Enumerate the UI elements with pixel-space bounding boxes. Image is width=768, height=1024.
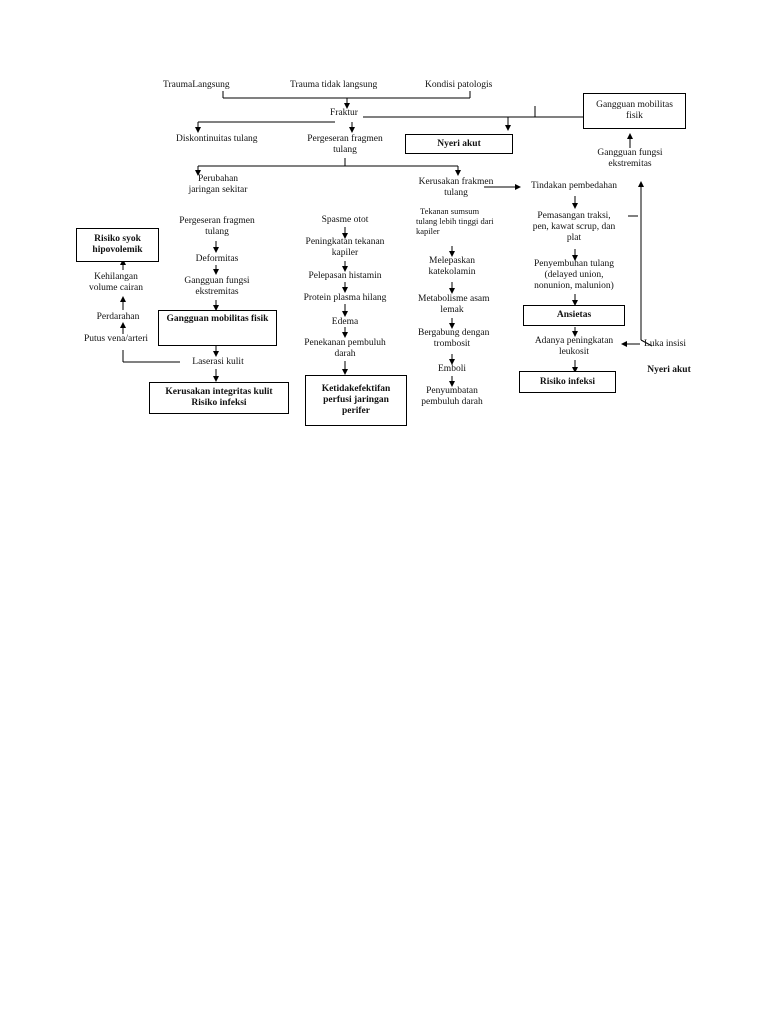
node-penekanan-pembuluh: Penekanan pembuluh darah [304,338,386,359]
node-protein-plasma: Protein plasma hilang [303,293,387,303]
box-ansietas: Ansietas [523,305,625,326]
node-kondisi-patologis: Kondisi patologis [425,80,493,90]
node-emboli: Emboli [438,364,466,374]
node-deformitas: Deformitas [195,254,239,264]
node-pergeseran-fragmen-left: Pergeseran fragmen tulang [179,216,255,237]
node-pemasangan-traksi: Pemasangan traksi, pen, kawat scrup, dan plat [532,211,616,243]
node-gangguan-fungsi-left: Gangguan fungsi ekstremitas [184,276,250,297]
node-perubahan-jaringan: Perubahan jaringan sekitar [188,174,248,195]
box-gangguan-mobilitas-fisik-top: Gangguan mobilitas fisik [583,93,686,129]
box-kerusakan-integritas-kulit: Kerusakan integritas kulit Risiko infeksi [149,382,289,414]
node-pelepasan-histamin: Pelepasan histamin [308,271,382,281]
node-trauma-langsung: TraumaLangsung [163,80,230,90]
box-risiko-infeksi-right: Risiko infeksi [519,371,616,393]
node-tekanan-sumsum: Tekanan sumsum tulang lebih tinggi dari kapiler [416,206,494,236]
box-risiko-syok-hipovolemik: Risiko syok hipovolemik [76,228,159,262]
node-diskontinuitas: Diskontinuitas tulang [176,134,258,144]
node-spasme-otot: Spasme otot [321,215,369,225]
box-nyeri-akut-top: Nyeri akut [405,134,513,154]
node-perdarahan: Perdarahan [96,312,140,322]
node-melepaskan-katekolamin: Melepaskan katekolamin [428,256,476,277]
node-penyumbatan-pembuluh: Penyumbatan pembuluh darah [421,386,483,407]
box-ketidakefektifan-perfusi: Ketidakefektifan perfusi jaringan perifer [305,375,407,426]
node-adanya-peningkatan-leukosit: Adanya peningkatan leukosit [534,336,614,357]
node-tindakan-pembedahan: Tindakan pembedahan [531,181,617,191]
node-penyembuhan-tulang: Penyembuhan tulang (delayed union, nonunion, malunion) [534,259,614,291]
node-fraktur: Fraktur [330,108,358,118]
node-laserasi-kulit: Laserasi kulit [192,357,244,367]
node-edema: Edema [331,317,359,327]
node-trauma-tidak-langsung: Trauma tidak langsung [290,80,378,90]
node-bergabung-trombosit: Bergabung dengan trombosit [418,328,490,349]
node-metabolisme-asam-lemak: Metabolisme asam lemak [418,294,490,315]
node-putus-vena-arteri: Putus vena/arteri [83,334,149,344]
node-kehilangan-volume: Kehilangan volume cairan [88,272,144,293]
box-gangguan-mobilitas-fisik-left: Gangguan mobilitas fisik [158,310,277,346]
node-kerusakan-fragmen: Kerusakan frakmen tulang [418,177,494,198]
node-peningkatan-tekanan: Peningkatan tekanan kapiler [305,237,385,258]
node-pergeseran-fragmen-top: Pergeseran fragmen tulang [307,134,383,155]
node-gangguan-fungsi-right: Gangguan fungsi ekstremitas [597,148,663,169]
node-nyeri-akut-right: Nyeri akut [647,365,691,375]
node-luka-insisi: Luka insisi [644,339,686,349]
